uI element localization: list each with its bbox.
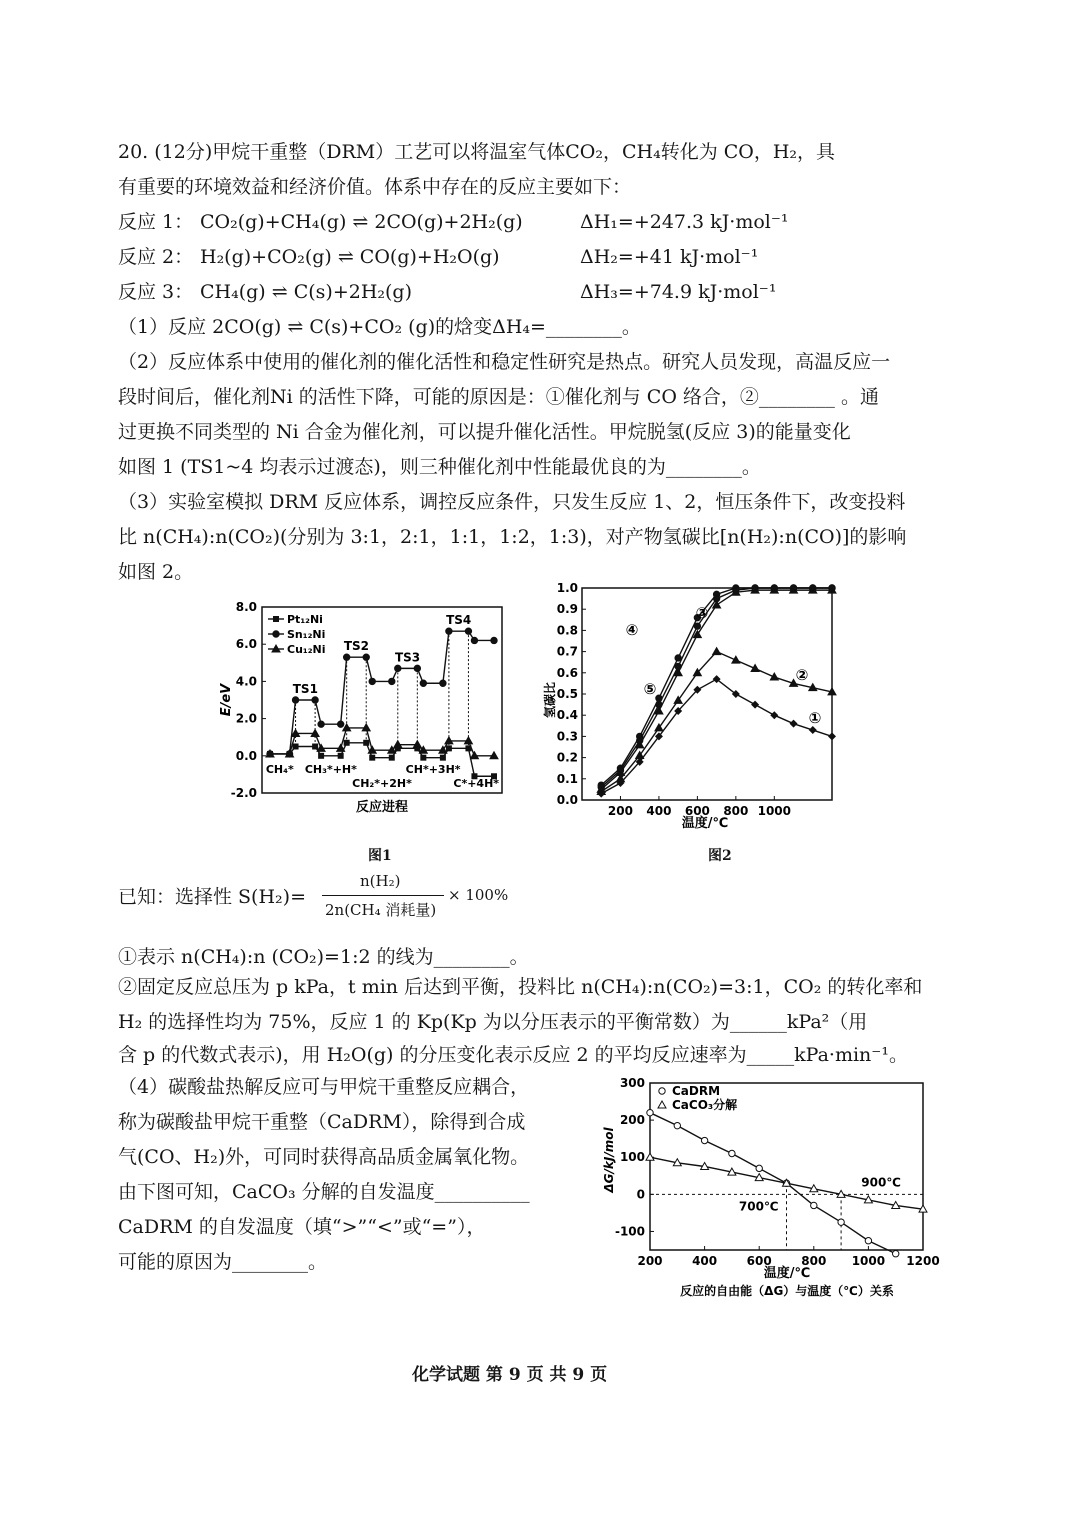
data-point (838, 1219, 844, 1225)
part-3-line-2: 比 n(CH₄):n(CO₂)(分别为 3:1，2:1，1:1，1:2，1:3)，对产物氢碳比[n(H₂):n(CO)]的影响 (118, 526, 907, 548)
data-point (733, 587, 739, 593)
data-point (713, 648, 721, 655)
part-2-line-2: 段时间后，催化剂Ni 的活性下降，可能的原因是：①催化剂与 CO 络合，②________ 。通 (118, 386, 879, 408)
selectivity-prefix: 已知：选择性 S(H₂)= (118, 886, 306, 908)
legend-marker (273, 631, 279, 637)
x-tick-label: 200 (637, 1254, 663, 1268)
legend-label: CaDRM (672, 1084, 721, 1098)
selectivity-numerator: n(H₂) (360, 872, 401, 890)
data-point (809, 726, 817, 734)
data-point (420, 755, 426, 761)
part-3-q2-line-2: H₂ 的选择性均为 75%，反应 1 的 Kp(Kp 为以分压表示的平衡常数）为______kPa²（用 (118, 1011, 868, 1033)
figure-2-hydrogen-carbon-ratio (540, 580, 840, 830)
series-label: ⑤ (643, 680, 657, 698)
x-tick-label: 1000 (757, 804, 792, 818)
data-point (420, 680, 426, 686)
data-point (369, 755, 375, 761)
y-tick-label: 0.6 (556, 665, 578, 680)
data-point (751, 701, 759, 709)
reaction-1-label: 反应 1： (118, 211, 194, 233)
series-label: ① (808, 709, 822, 727)
annotation-900: 900℃ (861, 1175, 901, 1190)
ts-label: TS2 (343, 639, 370, 654)
part-4-line-1: （4）碳酸盐热解反应可与甲烷干重整反应耦合， (118, 1076, 530, 1098)
data-point (770, 711, 778, 719)
figure-1-caption: 图1 (368, 848, 392, 864)
state-label: C*+4H* (453, 777, 500, 790)
part-2-line-3: 过更换不同类型的 Ni 合金为催化剂，可以提升催化活性。甲烷脱氢(反应 3)的能量变化 (118, 421, 851, 443)
y-tick-label: 0.8 (556, 623, 578, 638)
part-3-line-3: 如图 2。 (118, 561, 194, 583)
data-point (646, 1153, 654, 1160)
data-point (647, 1109, 653, 1115)
figure-3-free-energy (595, 1075, 955, 1305)
y-tick-label: -2.0 (230, 786, 257, 800)
ts-label: TS1 (292, 682, 318, 696)
y-tick-label: 0.9 (556, 602, 578, 617)
x-axis-label: 温度/℃ (763, 1266, 811, 1281)
series-label: ④ (625, 621, 639, 639)
x-tick-label: 1200 (906, 1254, 940, 1268)
data-point (752, 585, 758, 591)
data-point (829, 585, 835, 591)
state-label: CH₄* (265, 763, 294, 776)
data-point (713, 595, 719, 601)
reaction-3-equation: CH₄(g) ⇌ C(s)+2H₂(g) (200, 281, 413, 303)
data-point (598, 784, 604, 790)
part-4-line-5: CaDRM 的自发温度（填“>”“<”或“=”）， (118, 1216, 486, 1238)
data-point (756, 1165, 762, 1171)
x-tick-label: 800 (801, 1254, 827, 1268)
data-point (674, 1122, 680, 1128)
data-point (343, 654, 349, 660)
annotation-700: 700℃ (738, 1199, 779, 1214)
legend-marker (659, 1088, 665, 1094)
x-tick-label: 400 (646, 804, 672, 818)
x-tick-label: 600 (746, 1254, 772, 1268)
reaction-2-label: 反应 2： (118, 246, 194, 268)
data-point (465, 628, 471, 634)
data-point (790, 720, 798, 728)
data-point (771, 585, 777, 591)
data-point (440, 680, 446, 686)
page-footer: 化学试题 第 9 页 共 9 页 (412, 1365, 608, 1385)
y-tick-label: 0.0 (235, 748, 257, 763)
y-tick-label: 0.5 (556, 687, 578, 701)
y-tick-label: 200 (619, 1113, 645, 1128)
data-point (344, 740, 350, 746)
data-point (318, 753, 324, 759)
data-point (389, 678, 395, 684)
data-point (828, 732, 836, 740)
legend-label: Pt₁₂Ni (287, 613, 323, 626)
legend-marker (273, 616, 279, 622)
data-point (790, 585, 796, 591)
selectivity-suffix: × 100% (448, 886, 509, 904)
part-4-line-4: 由下图可知，CaCO₃ 分解的自发温度__________ (118, 1181, 530, 1203)
x-tick-label: 200 (607, 804, 633, 818)
part-3-q2-line-3: 含 p 的代数式表示)，用 H₂O(g) 的分压变化表示反应 2 的平均反应速率为_____kPa·min⁻¹。 (118, 1044, 908, 1066)
data-point (675, 663, 681, 669)
ts-label: TS3 (394, 650, 421, 665)
part-3-line-1: （3）实验室模拟 DRM 反应体系，调控反应条件，只发生反应 1、2，恒压条件下，改变投料 (118, 491, 906, 513)
series-label: ③ (695, 604, 709, 622)
figure-2-caption: 图2 (708, 848, 732, 864)
reaction-1-enthalpy: ΔH₁=+247.3 kJ·mol⁻¹ (580, 211, 789, 233)
data-point (811, 1202, 817, 1208)
data-point (389, 755, 395, 761)
ts-label: TS4 (446, 613, 472, 628)
legend-marker (658, 1101, 666, 1108)
part-1-text: （1）反应 2CO(g) ⇌ C(s)+CO₂ (g)的焓变ΔH₄=________。 (118, 316, 641, 338)
part-3-q1: ①表示 n(CH₄):n (CO₂)=1:2 的线为________。 (118, 946, 529, 968)
data-point (810, 585, 816, 591)
series-line-0 (601, 679, 832, 793)
y-tick-label: -100 (614, 1224, 645, 1239)
part-4-line-2: 称为碳酸盐甲烷干重整（CaDRM），除得到合成 (118, 1111, 526, 1133)
y-tick-label: 0.1 (556, 771, 578, 786)
series-line-2 (270, 728, 494, 756)
data-point (471, 637, 477, 643)
reaction-1-equation: CO₂(g)+CH₄(g) ⇌ 2CO(g)+2H₂(g) (200, 211, 523, 233)
chart-caption: 反应的自由能（ΔG）与温度（℃）关系 (680, 1284, 894, 1298)
y-tick-label: 0.4 (556, 708, 578, 723)
series-line-0 (650, 1113, 896, 1254)
data-point (701, 1137, 707, 1143)
data-point (729, 1150, 735, 1156)
x-axis-label: 温度/℃ (681, 816, 729, 830)
data-point (337, 721, 343, 727)
reaction-2-enthalpy: ΔH₂=+41 kJ·mol⁻¹ (580, 246, 759, 268)
y-tick-label: 0.7 (556, 644, 578, 659)
data-point (318, 721, 324, 727)
y-axis-label: E/eV (219, 683, 234, 717)
data-point (694, 623, 700, 629)
reaction-3-enthalpy: ΔH₃=+74.9 kJ·mol⁻¹ (580, 281, 777, 303)
y-tick-label: 0.0 (556, 793, 578, 807)
y-tick-label: 0.2 (556, 750, 578, 765)
reaction-3-label: 反应 3： (118, 281, 194, 303)
legend-label: Sn₁₂Ni (287, 628, 326, 641)
state-label: CH*+3H* (405, 763, 461, 776)
state-label: CH₃*+H* (304, 763, 357, 776)
data-point (617, 767, 623, 773)
legend-label: CaCO₃分解 (672, 1098, 738, 1112)
x-tick-label: 1000 (851, 1254, 886, 1268)
y-axis-label: 氢碳比 (543, 681, 557, 719)
x-tick-label: 800 (723, 804, 749, 818)
data-point (440, 755, 446, 761)
data-point (636, 737, 642, 743)
fraction-bar (322, 895, 444, 896)
reaction-2-equation: H₂(g)+CO₂(g) ⇌ CO(g)+H₂O(g) (200, 246, 500, 268)
data-point (363, 740, 369, 746)
y-tick-label: 8.0 (235, 600, 257, 614)
state-label: CH₂*+2H* (352, 777, 412, 790)
question-header: 20. (12分)甲烷干重整（DRM）工艺可以将温室气体CO₂，CH₄转化为 CO，H₂，具 (118, 141, 836, 163)
y-tick-label: 300 (619, 1076, 645, 1090)
data-point (369, 678, 375, 684)
legend-label: Cu₁₂Ni (287, 643, 326, 656)
data-point (491, 637, 497, 643)
part-2-line-4: 如图 1 (TS1~4 均表示过渡态)，则三种催化剂中性能最优良的为________。 (118, 456, 761, 478)
data-point (338, 753, 344, 759)
data-point (865, 1238, 871, 1244)
part-4-line-6: 可能的原因为________。 (118, 1251, 328, 1273)
selectivity-denominator: 2n(CH₄ 消耗量) (325, 901, 437, 919)
y-tick-label: 0 (636, 1187, 645, 1202)
y-tick-label: 1.0 (556, 581, 578, 595)
data-point (893, 1251, 899, 1257)
part-2-line-1: （2）反应体系中使用的催化剂的催化活性和稳定性研究是热点。研究人员发现，高温反应一 (118, 351, 891, 373)
y-tick-label: 0.3 (556, 729, 578, 744)
data-point (446, 628, 452, 634)
part-4-line-3: 气(CO、H₂)外，可同时获得高品质金属氧化物。 (118, 1146, 530, 1168)
question-header-line2: 有重要的环境效益和经济价值。体系中存在的反应主要如下： (118, 176, 632, 198)
x-tick-label: 400 (692, 1254, 718, 1268)
series-label: ② (795, 666, 809, 684)
y-tick-label: 100 (619, 1150, 645, 1165)
part-3-q2-line-1: ②固定反应总压为 p kPa，t min 后达到平衡，投料比 n(CH₄):n(CO₂)=3:1，CO₂ 的转化率和 (118, 976, 923, 998)
data-point (363, 654, 369, 660)
figure-1-energy-profile (210, 595, 510, 825)
data-point (656, 701, 662, 707)
x-axis-label: 反应进程 (355, 800, 409, 815)
y-tick-label: 6.0 (235, 637, 257, 652)
x-tick-label: 600 (684, 804, 710, 818)
y-tick-label: 4.0 (235, 674, 257, 689)
y-tick-label: 2.0 (235, 711, 257, 726)
y-axis-label: ΔG/kJ/mol (602, 1127, 616, 1193)
